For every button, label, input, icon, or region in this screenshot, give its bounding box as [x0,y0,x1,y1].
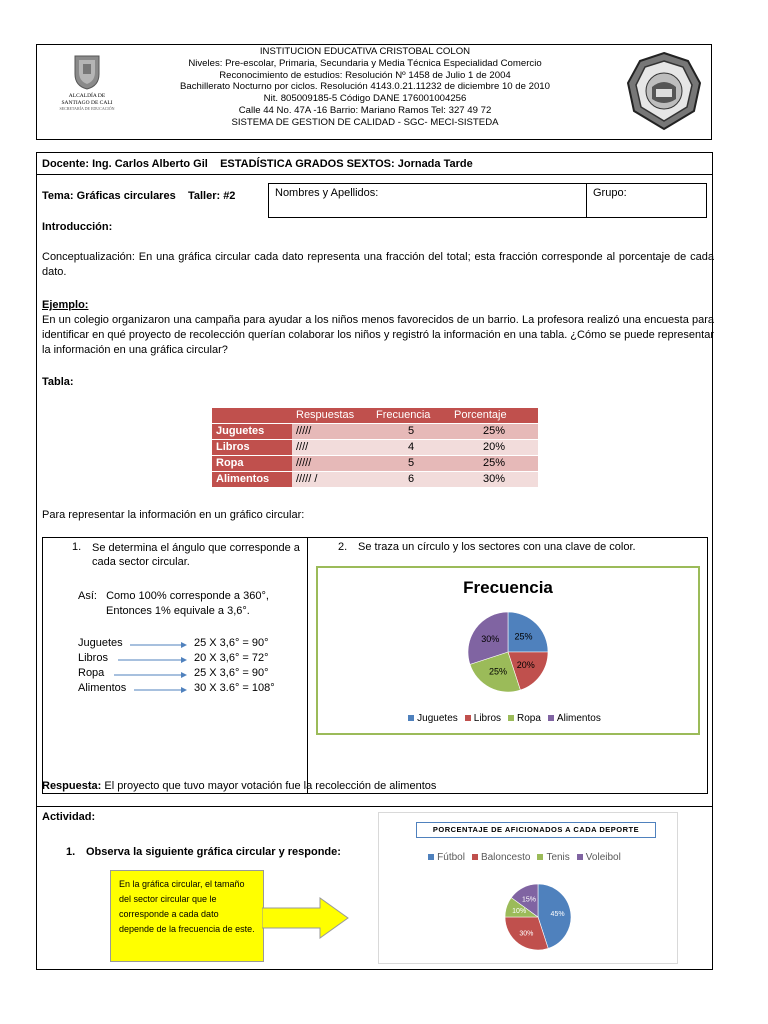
table-header: Respuestas [292,408,372,424]
subject-label: ESTADÍSTICA GRADOS SEXTOS: Jornada Tarde [220,158,473,170]
chart1-title: Frecuencia [463,578,553,597]
calc-label: Libros [78,652,108,664]
step1-text: Se determina el ángulo que corresponde a cada sector circular. [92,542,300,568]
chart2-title-box [416,822,656,838]
header-line: SISTEMA DE GESTION DE CALIDAD - SGC- MECI-SISTEDA [231,116,499,128]
left-logo [52,52,122,126]
legend-item [537,852,569,863]
logo-line2: SANTIAGO DE CALI [61,100,113,106]
legend-label: Ropa [517,713,541,724]
legend-swatch [577,854,583,860]
respuesta-text: El proyecto que tuvo mayor votación fue la recolección de alimentos [101,780,437,792]
legend-item [472,852,530,863]
name-field-label: Nombres y Apellidos: [275,187,379,199]
pie-label: 25% [514,631,533,642]
frequency-table [212,408,538,488]
row-tally: ///// [292,424,372,440]
group-field[interactable] [586,183,707,218]
step2-text: Se traza un círculo y los sectores con una clave de color. [358,541,636,553]
legend-swatch [548,715,554,721]
chart2-pie [505,884,571,950]
represent-text: Para representar la información en un gráfico circular: [42,509,305,521]
logo-line3: SECRETARÍA DE EDUCACIÓN [59,106,115,111]
respuesta-line [42,779,714,794]
institution-header [140,46,590,129]
row-label: Juguetes [212,424,292,440]
taller-label: Taller: #2 [187,190,236,202]
respuesta-label: Respuesta: [42,780,102,792]
school-shield-icon [622,49,706,133]
asi-line2: Entonces 1% equivale a 3,6°. [106,605,250,617]
header-line: Bachillerato Nocturno por ciclos. Resolución 4143.0.21.11232 de diciembre 10 de 2010 [180,81,550,93]
legend-item [428,852,465,863]
header-line: Nit. 805009185-5 Código DANE 176001004256 [263,93,467,105]
callout-text: En la gráfica circular, el tamaño del sector circular que le corresponde a cada dato depende de la frecuencia de este. [119,879,255,934]
legend-label: Baloncesto [480,852,531,863]
table-row [212,424,538,440]
legend-swatch [472,854,478,860]
legend-label: Libros [473,713,502,724]
step1-num: 1. [72,541,82,553]
table-header-row [212,408,538,424]
row-tally: ///// / [292,472,372,488]
row-freq: 6 [372,472,450,488]
asi-line1: Así: Como 100% corresponde a 360°, [78,590,269,602]
callout-box [110,870,264,962]
row-pct: 25% [450,456,538,472]
pie-label: 10% [512,908,527,916]
legend-label: Fútbol [437,852,465,863]
table-row [212,456,538,472]
ejemplo-heading: Ejemplo: [42,299,89,311]
tema-line [42,190,235,202]
pie-label: 25% [489,666,508,677]
row-pct: 30% [450,472,538,488]
calc-arrows [110,636,190,700]
logo-line1: ALCALDÍA DE [68,93,106,99]
actividad-num: 1. [66,846,76,858]
chart1-pie [468,612,548,692]
row-freq: 5 [372,424,450,440]
coat-of-arms-icon [73,52,101,90]
chart2-title: PORCENTAJE DE AFICIONADOS A CADA DEPORTE [432,825,640,834]
row-freq: 5 [372,456,450,472]
row-tally: ///// [292,456,372,472]
row-pct: 20% [450,440,538,456]
legend-item [508,713,541,724]
header-line: Reconocimiento de estudios: Resolución Nº 1458 de Julio 1 de 2004 [219,69,511,81]
actividad-heading: Actividad: [42,811,96,823]
group-field-label: Grupo: [593,187,627,199]
legend-item [548,713,601,724]
header-line: INSTITUCION EDUCATIVA CRISTOBAL COLON [259,46,471,57]
row-label: Alimentos [212,472,292,488]
docente-line [42,158,473,170]
legend-label: Juguetes [417,713,458,724]
calc-expr: 25 X 3,6° = 90° [194,667,269,679]
legend-swatch [465,715,471,721]
row-freq: 4 [372,440,450,456]
ejemplo-text: En un colegio organizaron una campaña para ayudar a los niños menos favorecidos de un barrio. La profesora realizó una encuesta para identificar en qué proyecto de recolección querían colaborar los niños y registró la información en una tabla. ¿Cómo se puede representar la información en una gráfica circular? [42,314,714,356]
legend-item [408,713,458,724]
row-tally: //// [292,440,372,456]
calc-label: Alimentos [78,682,127,694]
divider [36,174,713,175]
divider [36,806,713,807]
name-field[interactable] [268,183,587,218]
chart2-legend [378,852,678,863]
pie-label: 20% [516,659,535,670]
pie-label: 30% [519,930,534,938]
calc-expr: 30 X 3.6° = 108° [194,682,275,694]
header-line: Calle 44 No. 47A -16 Barrio: Mariano Ramos Tel: 327 49 72 [238,104,492,116]
calc-expr: 25 X 3,6° = 90° [194,637,269,649]
table-header [212,408,292,424]
legend-label: Tenis [546,852,570,863]
legend-swatch [537,854,543,860]
legend-swatch [508,715,514,721]
row-label: Ropa [212,456,292,472]
tabla-heading: Tabla: [42,376,74,388]
calc-label: Juguetes [78,637,123,649]
pie-label: 45% [550,911,565,919]
tema-label: Tema: Gráficas circulares [42,190,176,202]
chart1-legend [316,713,700,724]
legend-swatch [408,715,414,721]
docente-label: Docente: Ing. Carlos Alberto Gil [42,158,208,170]
legend-swatch [428,854,434,860]
row-pct: 25% [450,424,538,440]
table-row [212,440,538,456]
legend-item [577,852,621,863]
row-label: Libros [212,440,292,456]
actividad-item: Observa la siguiente gráfica circular y responde: [86,846,341,858]
legend-item [465,713,501,724]
steps-divider [307,537,308,794]
table-header: Frecuencia [372,408,450,424]
intro-heading: Introducción: [42,221,113,233]
calc-expr: 20 X 3,6° = 72° [194,652,269,664]
table-row [212,472,538,488]
concept-text: Conceptualización: En una gráfica circular cada dato representa una fracción del total; esta fracción corresponde al porcentaje de cada dato. [42,251,714,278]
table-header: Porcentaje [450,408,538,424]
step2-num: 2. [338,541,348,553]
calc-label: Ropa [78,667,105,679]
callout-arrow-icon [262,896,352,940]
pie-label: 15% [522,896,537,904]
legend-label: Alimentos [556,713,601,724]
pie-label: 30% [481,634,500,645]
header-line: Niveles: Pre-escolar, Primaria, Secundaria y Media Técnica Especialidad Comercio [188,57,542,69]
legend-label: Voleibol [585,852,621,863]
